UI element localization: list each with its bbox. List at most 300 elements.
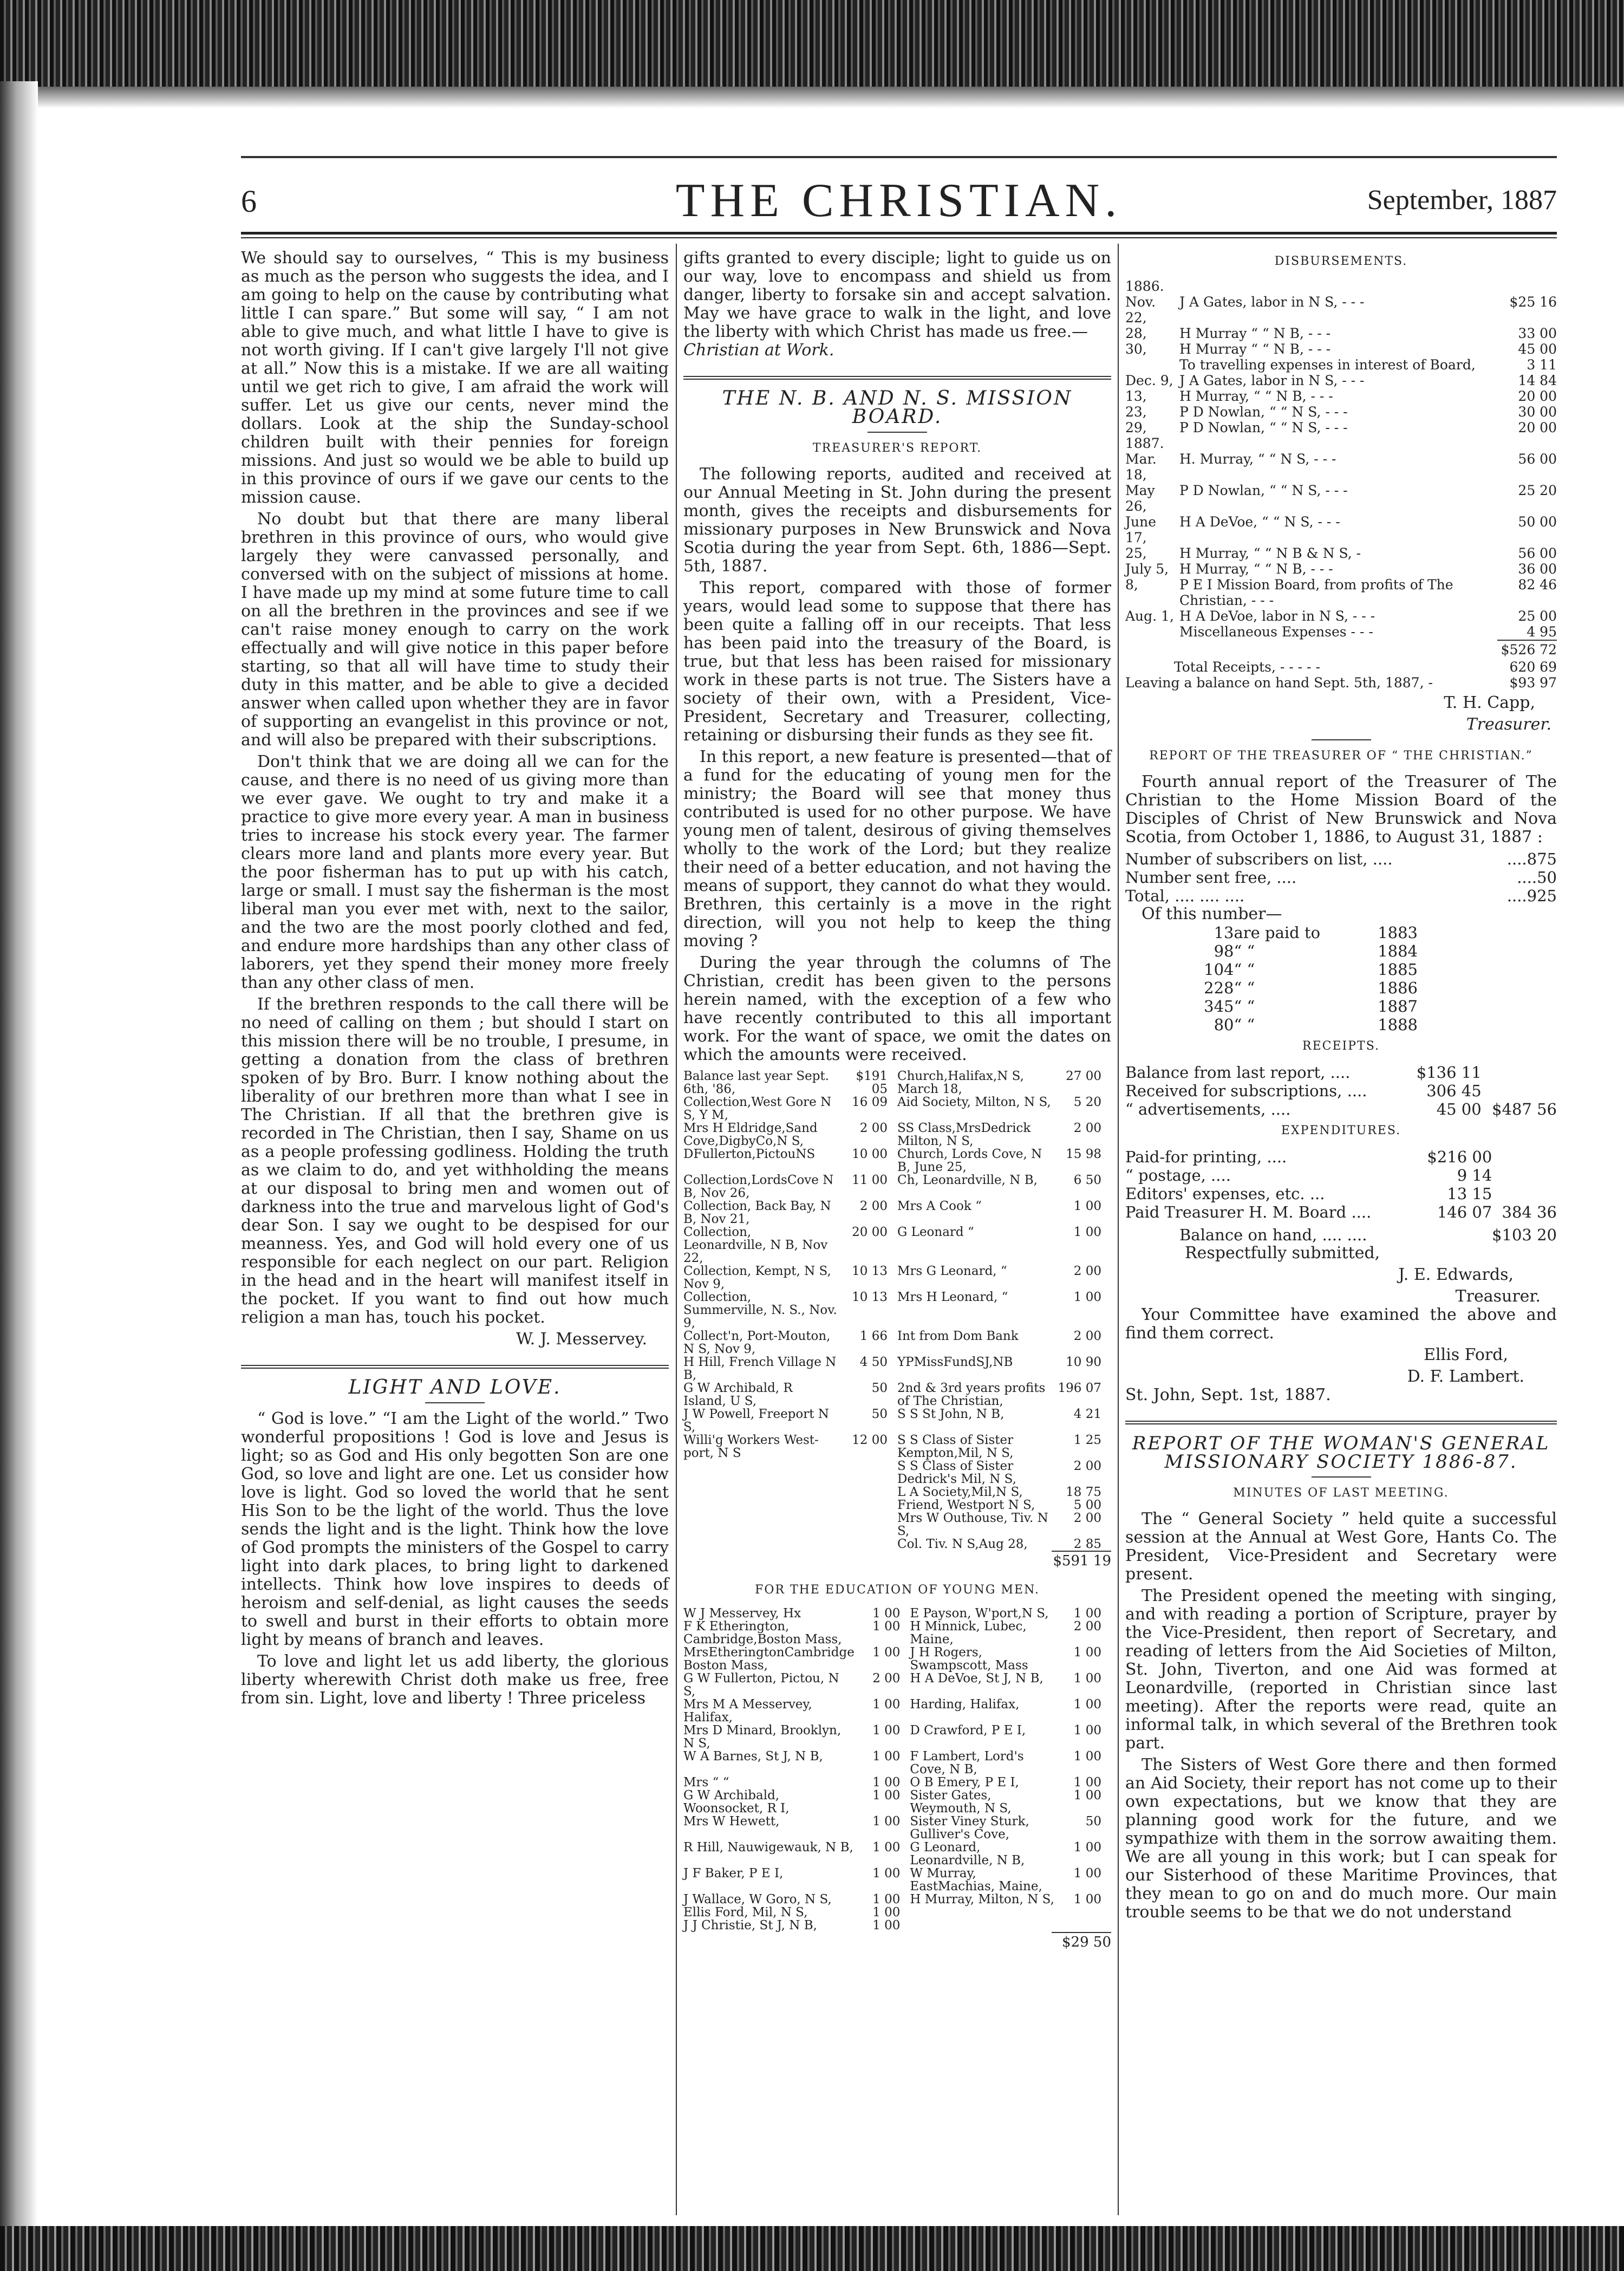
treasurer-signature: T. H. Capp, — [1444, 693, 1535, 712]
paid-row — [1190, 1016, 1418, 1034]
entry-name: MrsEtheringtonCambridge Boston Mass, — [683, 1645, 855, 1673]
education-row — [683, 1750, 1111, 1776]
entry-name: Collection,West Gore N S, Y M, — [683, 1095, 832, 1122]
column-divider-1 — [676, 244, 677, 2215]
entry-name — [910, 1906, 1055, 1919]
section-divider — [1125, 1421, 1557, 1424]
receipts-total: $591 19 — [1052, 1551, 1111, 1570]
entry-amount: 1 00 — [872, 1918, 901, 1932]
entry-value: $216 00 — [1427, 1148, 1492, 1166]
entry-date: 23, — [1125, 404, 1147, 420]
entry-date: 13, — [1125, 388, 1147, 404]
entry-name: G W Archibald, Woonsocket, R I, — [683, 1788, 790, 1816]
education-fund-table — [683, 1607, 1111, 1932]
entry-name: W J Messervey, Hx — [683, 1606, 801, 1621]
entry-amount: 1 00 — [1073, 1749, 1101, 1764]
treasurer-role: Treasurer. — [1466, 715, 1551, 734]
disbursement-row — [1125, 483, 1557, 514]
receipt-row — [683, 1330, 1111, 1356]
disbursement-row — [1125, 404, 1557, 420]
entry-amount: 1 00 — [872, 1892, 901, 1906]
scan-top-shadow — [0, 87, 1624, 108]
receipt-row — [683, 1486, 1111, 1499]
entry-value: $136 11 — [1416, 1063, 1482, 1082]
author-signature: W. J. Messervey. — [516, 1330, 647, 1349]
disbursement-row — [1125, 278, 1557, 294]
entry-name: S S St John, N B, — [897, 1407, 1005, 1421]
education-total: $29 50 — [1052, 1932, 1111, 1951]
entry-desc — [1179, 435, 1508, 451]
article-title: THE N. B. AND N. S. MISSION BOARD. — [722, 387, 1073, 428]
entry-amount — [838, 1538, 897, 1551]
article-paragraph: During the year through the columns of The Christian, credit has been given to the persons herein named, with the exception of a few who have recently contributed to this all important work. For the want of space, we omit the dates on which the amounts were received. — [683, 953, 1111, 1064]
receipt-row — [683, 1148, 1111, 1174]
entry-amount: 5 20 — [1073, 1095, 1101, 1109]
entry-amount — [838, 1499, 897, 1512]
balance-label: Leaving a balance on hand Sept. 5th, 1887, - — [1125, 675, 1433, 691]
entry-amount: 16 09 — [852, 1095, 888, 1109]
header-rule — [241, 232, 1557, 235]
education-row — [683, 1867, 1111, 1893]
section-divider — [683, 376, 1111, 380]
entry-desc: H Murray, “ “ N B, - - - — [1179, 388, 1333, 404]
article-paragraph: This report, compared with those of former years, would lead some to suppose that there has been quite a falling off in our receipts. That less has been paid into the treasury of the Board, is true, but that less has been raised for missionary work in these parts is not true. The Sisters have a society of their own, with a President, Vice-President, Secretary and Treasurer, collecting, retaining or disbursing their funds as they see fit. — [683, 578, 1111, 745]
entry-amount: $25 16 — [1509, 294, 1557, 310]
entry-desc: P E I Mission Board, from profits of The Christian, - - - — [1179, 577, 1453, 608]
expenditure-row — [1125, 1185, 1557, 1203]
section-label: RECEIPTS. — [1302, 1039, 1380, 1053]
entry-amount: 1 00 — [1073, 1645, 1101, 1660]
receipt-row — [683, 1499, 1111, 1512]
entry-amount — [838, 1486, 897, 1499]
paid-row — [1190, 960, 1418, 979]
entry-name: R Hill, Nauwigewauk, N B, — [683, 1840, 853, 1854]
entry-name: G Leonard “ — [897, 1225, 974, 1239]
edwards-signature: J. E. Edwards, — [1398, 1265, 1514, 1284]
entry-amount: 50 00 — [1518, 514, 1557, 530]
disbursement-row — [1125, 561, 1557, 577]
article-title: LIGHT AND LOVE. — [348, 1376, 562, 1398]
disbursement-row — [1125, 451, 1557, 483]
entry-name — [683, 1512, 838, 1538]
entry-date: 1887. — [1125, 435, 1164, 451]
entry-year: 1888 — [1378, 1016, 1418, 1034]
entry-amount: 2 00 — [872, 1671, 901, 1686]
entry-year: 1887 — [1378, 997, 1418, 1016]
paid-row — [1190, 942, 1418, 960]
entry-amount: 10 90 — [1066, 1355, 1101, 1369]
entry-name: Ellis Ford, Mil, N S, — [683, 1905, 808, 1919]
entry-label: Number of subscribers on list, .... — [1125, 850, 1393, 868]
entry-amount: 14 84 — [1518, 373, 1557, 388]
entry-total — [1492, 1185, 1557, 1203]
entry-amount: 1 00 — [1073, 1723, 1101, 1738]
entry-amount: 1 00 — [872, 1905, 901, 1919]
entry-desc: H A DeVoe, “ “ N S, - - - — [1179, 514, 1340, 530]
entry-amount: 1 00 — [1073, 1840, 1101, 1854]
entry-name: Balance last year Sept. 6th, '86, — [683, 1069, 829, 1096]
paid-row — [1190, 997, 1418, 1016]
entry-name: Mrs A Cook “ — [897, 1199, 982, 1213]
entry-desc: Miscellaneous Expenses - - - — [1179, 624, 1373, 640]
article-paragraph: To love and light let us add liberty, the glorious liberty wherewith Christ doth make us free, free from sin. Light, love and liberty ! Three priceless — [241, 1652, 669, 1708]
entry-name: Sister Gates, Weymouth, N S, — [910, 1788, 1012, 1816]
article-paragraph: gifts granted to every disciple; light to guide us on our way, love to encompass and shield us from danger, liberty to forsake sin and accept salvation. May we have grace to walk in the light, and love the liberty with which Christ has made us free.— — [683, 249, 1111, 341]
entry-desc: P D Nowlan, “ “ N S, - - - — [1179, 404, 1348, 420]
entry-name: Collection, Summerville, N. S., Nov. 9, — [683, 1290, 837, 1330]
entry-amount: 1 00 — [1073, 1866, 1101, 1880]
entry-label: “ postage, .... — [1125, 1166, 1231, 1185]
article-title: REPORT OF THE WOMAN'S GENERAL MISSIONARY SOCIETY 1886-87. — [1132, 1433, 1550, 1473]
entry-name: Collection,LordsCove N B, Nov 26, — [683, 1173, 834, 1200]
balance-on-hand-value: $103 20 — [1492, 1226, 1557, 1244]
entry-count: 98 — [1214, 942, 1234, 960]
entry-count: 13 — [1214, 923, 1234, 942]
entry-amount: 3 11 — [1527, 357, 1557, 373]
receipt-row — [683, 1200, 1111, 1226]
receipt-row — [683, 1226, 1111, 1265]
entry-name: Collect'n, Port-Mouton, N S, Nov 9, — [683, 1329, 831, 1356]
entry-name: S S Class of Sister Dedrick's Mil, N S, — [897, 1459, 1016, 1486]
receipt-row — [1125, 1082, 1557, 1100]
article-paragraph: The following reports, audited and received at our Annual Meeting in St. John during the present month, gives the receipts and disbursements for missionary purposes in New Brunswick and Nova Scotia during the year from Sept. 6th, 1886—Sept. 5th, 1887. — [683, 465, 1111, 576]
place-date: St. John, Sept. 1st, 1887. — [1125, 1385, 1331, 1404]
entry-desc: H Murray “ “ N B, - - - — [1179, 326, 1331, 341]
entry-label: “ “ — [1234, 997, 1255, 1016]
scan-top-edge — [0, 0, 1624, 87]
entry-name: SS Class,MrsDedrick Milton, N S, — [897, 1121, 1031, 1148]
entry-value: 45 00 — [1436, 1100, 1482, 1118]
receipt-row — [683, 1434, 1111, 1460]
entry-name: YPMissFundSJ,NB — [897, 1355, 1013, 1369]
entry-date: 8, — [1125, 577, 1138, 593]
disbursement-row — [1125, 420, 1557, 435]
entry-amount: 36 00 — [1518, 561, 1557, 577]
entry-year: 1884 — [1378, 942, 1418, 960]
scan-left-edge — [0, 81, 38, 2271]
entry-desc: H Murray, “ “ N B & N S, - — [1179, 545, 1361, 561]
entry-date — [1125, 624, 1179, 640]
entry-name: J W Powell, Freeport N S, — [683, 1407, 829, 1434]
entry-name: J Wallace, W Goro, N S, — [683, 1892, 832, 1906]
entry-amount — [838, 1512, 897, 1538]
entry-amount: 10 00 — [852, 1147, 888, 1161]
disbursement-row — [1125, 608, 1557, 624]
entry-total — [1482, 1082, 1557, 1100]
entry-name: L A Society,Mil,N S, — [897, 1485, 1023, 1499]
disbursement-row — [1125, 341, 1557, 357]
receipt-row — [683, 1356, 1111, 1382]
article-paragraph: Your Committee have examined the above and find them correct. — [1125, 1305, 1557, 1343]
article-paragraph: Fourth annual report of the Treasurer of The Christian to the Home Mission Board of the Disciples of Christ of New Brunswick and Nova Scotia, from October 1, 1886, to August 31, 1887 : — [1125, 772, 1557, 847]
entry-amount: 2 00 — [1073, 1511, 1101, 1525]
entry-name: E Payson, W'port,N S, — [910, 1606, 1049, 1621]
entry-amount: 2 00 — [1073, 1459, 1101, 1473]
entry-amount: 25 00 — [1518, 608, 1557, 624]
entry-date: 1886. — [1125, 278, 1164, 294]
education-row — [683, 1919, 1111, 1932]
entry-date: Nov. 22, — [1125, 294, 1156, 326]
entry-date: 30, — [1125, 341, 1147, 357]
disbursement-row — [1125, 373, 1557, 388]
page-number: 6 — [241, 184, 257, 219]
entry-amount: 1 00 — [1073, 1697, 1101, 1712]
title-rule — [1312, 1476, 1371, 1478]
receipt-row — [683, 1291, 1111, 1330]
entry-amount: 1 00 — [872, 1723, 901, 1738]
disbursement-row — [1125, 357, 1557, 373]
entry-amount: 1 25 — [1073, 1433, 1101, 1447]
subscriber-row — [1125, 887, 1557, 905]
entry-value: 9 14 — [1457, 1166, 1492, 1185]
entry-amount — [1508, 435, 1557, 451]
entry-date: Mar. 18, — [1125, 451, 1157, 483]
issue-date: September, 1887 — [1367, 185, 1557, 216]
entry-date: May 26, — [1125, 483, 1155, 514]
entry-amount: 1 00 — [872, 1788, 901, 1803]
receipt-row — [1125, 1063, 1557, 1082]
entry-amount: 2 00 — [859, 1199, 888, 1213]
column-2 — [683, 249, 1111, 1951]
entry-name: J J Christie, St J, N B, — [683, 1918, 817, 1932]
entry-desc: P D Nowlan, “ “ N S, - - - — [1179, 420, 1348, 435]
entry-name: Aid Society, Milton, N S, — [897, 1095, 1051, 1109]
section-label: EXPENDITURES. — [1281, 1124, 1401, 1137]
total-receipts-value: 620 69 — [1509, 659, 1557, 675]
balance-value: $93 97 — [1509, 675, 1557, 691]
receipt-row — [683, 1122, 1111, 1148]
closing-line: Respectfully submitted, — [1185, 1244, 1380, 1263]
entry-amount: 5 00 — [1073, 1498, 1101, 1512]
entry-date: 28, — [1125, 326, 1147, 341]
education-row — [683, 1841, 1111, 1867]
paid-row — [1190, 923, 1418, 942]
expenditures-table — [1125, 1148, 1557, 1221]
receipt-row — [683, 1538, 1111, 1551]
entry-amount: 20 00 — [1518, 420, 1557, 435]
entry-amount: 1 00 — [872, 1840, 901, 1854]
entry-amount: 1 00 — [1073, 1199, 1101, 1213]
receipt-row — [683, 1265, 1111, 1291]
article-paragraph: If the brethren responds to the call there will be no need of calling on them ; but should I start on this mission there will be no trouble, I presume, in getting a donation from the class of brethren spoken of by Bro. Burr. I know nothing about the liberality of our brethren more than what I see in The Christian. If all that the brethren give is recorded in The Christian, then I say, Shame on us as a people professing godliness. Holding the truth as we claim to do, and yet withholding the means at our disposal to bring men and women out of darkness into the true and marvelous light of God's dear Son. I say we ought to be despised for our meanness. Yes, and God will hold every one of us responsible for each neglect on our part. Religion in the head and in the heart will manifest itself in the pocket. If you want to find out how much religion a man has, touch his pocket. — [241, 995, 669, 1327]
entry-amount: 11 00 — [852, 1173, 888, 1187]
entry-name: D Crawford, P E I, — [910, 1723, 1026, 1738]
section-rule — [1312, 739, 1371, 740]
entry-value: 306 45 — [1426, 1082, 1482, 1100]
title-rule — [868, 432, 927, 433]
entry-amount: 25 20 — [1518, 483, 1557, 498]
entry-amount: 20 00 — [1518, 388, 1557, 404]
entry-amount: 30 00 — [1518, 404, 1557, 420]
entry-amount: 10 13 — [852, 1290, 888, 1304]
balance-on-hand — [1125, 1226, 1557, 1244]
entry-amount: 15 98 — [1066, 1147, 1101, 1161]
entry-amount: 2 00 — [1073, 1264, 1101, 1278]
section-label: FOR THE EDUCATION OF YOUNG MEN. — [755, 1583, 1040, 1597]
entry-amount: $191 05 — [856, 1069, 888, 1096]
article-paragraph: In this report, a new feature is presented—that of a fund for the educating of young men for the ministry; the Board will see that money thus contributed is used for no other purpose. We have young men of talent, desirous of giving themselves wholly to the work of the Lord; but they realize their need of a better education, and not having the means of support, they cannot do what they would. Brethren, this certainly is a move in the right direction, will you not help to keep the thing moving ? — [683, 747, 1111, 951]
entry-amount: 1 00 — [1073, 1775, 1101, 1790]
entry-name: W A Barnes, St J, N B, — [683, 1749, 823, 1764]
entry-name: Church,Halifax,N S, March 18, — [897, 1069, 1024, 1096]
entry-year: 1883 — [1378, 923, 1418, 942]
disbursement-row — [1125, 326, 1557, 341]
entry-amount: 33 00 — [1518, 326, 1557, 341]
entry-amount: 1 00 — [1073, 1606, 1101, 1621]
article-paragraph: We should say to ourselves, “ This is my business as much as the person who suggests the idea, and I am going to help on the cause by contributing what little I can spare.” But some will say, “ I am not able to give much, and what little I have to give is not worth giving. If I can't give largely I'll not give at all.” Now this is a mistake. If we are all waiting until we get rich to give, I am afraid the work will suffer. Let us give our cents, never mind the dollars. Look at the ship the Sunday-school children built with their pennies for foreign missions. And just so would we be able to build up in this province of ours if we gave our cents to the mission cause. — [241, 249, 669, 507]
entry-name: F K Etherington, Cambridge,Boston Mass, — [683, 1619, 842, 1647]
entry-name: Mrs H Leonard, “ — [897, 1290, 1008, 1304]
entry-amount: 1 66 — [859, 1329, 888, 1343]
article-paragraph: Don't think that we are doing all we can for the cause, and there is no need of us giving more than we ever gave. We ought to try and make it a practice to give more every year. A man in business tries to increase his stock every year. The farmer clears more land and plants more every year. But the poor fisherman has to put up with his catch, large or small. I must say the fisherman is the most liberal man you ever met with, next to the sailor, and the two are the most poorly clothed and fed, and endure more hardships than any other class of laborers, yet they spend their money more freely than any other class of men. — [241, 752, 669, 992]
entry-amount: 1 00 — [1073, 1290, 1101, 1304]
entry-label: “ “ — [1234, 960, 1255, 979]
education-row — [683, 1906, 1111, 1919]
entry-desc: J A Gates, labor in N S, - - - — [1179, 294, 1365, 310]
entry-amount: 1 00 — [1073, 1892, 1101, 1906]
entry-amount: 4 95 — [1527, 624, 1557, 640]
entry-name: DFullerton,PictouNS — [683, 1147, 816, 1161]
scan-bottom-edge — [0, 2226, 1624, 2271]
entry-name — [910, 1919, 1055, 1932]
receipt-row — [683, 1174, 1111, 1200]
entry-name: O B Emery, P E I, — [910, 1775, 1019, 1790]
education-row — [683, 1893, 1111, 1906]
article-paragraph: “ God is love.” “I am the Light of the world.” Two wonderful propositions ! God is love and Jesus is light; so as God and His only begotten Son are one God, so love and light are one. Let us consider how love is light. God so loved the world that he sent His Son to be the light of the world. Thus the love sends the light and is the light. Think how the love of God prompts the ministers of the Gospel to carry light into dark places, to bring light to darkened intellects. Think how love inspires to deeds of heroism and self-denial, as light causes the seeds to swell and burst in their efforts to obtain more light by means of branch and leaves. — [241, 1409, 669, 1649]
entry-name: H Hill, French Village N B, — [683, 1355, 837, 1382]
disbursement-row — [1125, 388, 1557, 404]
christian-receipts-table — [1125, 1063, 1557, 1118]
subscribers-table — [1125, 850, 1557, 905]
title-rule — [425, 1402, 485, 1403]
entry-amount: 1 00 — [872, 1775, 901, 1790]
disbursement-row — [1125, 435, 1557, 451]
entry-total — [1482, 1063, 1557, 1082]
entry-total: 384 36 — [1502, 1203, 1557, 1221]
totals-table — [1125, 659, 1557, 691]
entry-value: 13 15 — [1447, 1185, 1492, 1203]
entry-label: Paid Treasurer H. M. Board .... — [1125, 1203, 1372, 1221]
section-label: REPORT OF THE TREASURER OF “ THE CHRISTIAN.” — [1149, 749, 1533, 763]
disbursement-row — [1125, 624, 1557, 640]
entry-label: “ “ — [1234, 979, 1255, 997]
entry-name: W Murray, EastMachias, Maine, — [910, 1866, 1042, 1893]
entry-name: S S Class of Sister Kempton,Mil, N S, — [897, 1433, 1014, 1460]
entry-amount: 1 00 — [1073, 1671, 1101, 1686]
entry-amount: 45 00 — [1518, 341, 1557, 357]
paid-to-table — [1190, 923, 1418, 1034]
receipt-row — [683, 1408, 1111, 1434]
entry-name — [683, 1460, 838, 1486]
receipts-table — [683, 1070, 1111, 1551]
entry-amount: 1 00 — [1073, 1788, 1101, 1803]
entry-amount: 1 00 — [872, 1814, 901, 1828]
education-row — [683, 1776, 1111, 1789]
entry-amount: 50 — [871, 1381, 888, 1395]
education-row — [683, 1724, 1111, 1750]
entry-amount: 56 00 — [1518, 451, 1557, 467]
entry-label: Editors' expenses, etc. ... — [1125, 1185, 1325, 1203]
entry-amount: 20 00 — [852, 1225, 888, 1239]
entry-amount: 12 00 — [852, 1433, 888, 1447]
entry-date: 29, — [1125, 420, 1147, 435]
entry-date: Dec. 9, — [1125, 373, 1173, 388]
entry-value: ....925 — [1506, 887, 1557, 905]
entry-count: 80 — [1214, 1016, 1234, 1034]
entry-name: H Murray, Milton, N S, — [910, 1892, 1054, 1906]
entry-date — [1125, 357, 1179, 373]
entry-name: H A DeVoe, St J, N B, — [910, 1671, 1043, 1686]
entry-amount: 1 00 — [872, 1749, 901, 1764]
entry-amount: 1 00 — [872, 1697, 901, 1712]
paid-row — [1190, 979, 1418, 997]
education-row — [683, 1672, 1111, 1698]
disbursement-row — [1125, 294, 1557, 326]
education-row — [683, 1620, 1111, 1646]
entry-name — [683, 1486, 838, 1499]
entry-name: Mrs W Hewett, — [683, 1814, 780, 1828]
entry-value: ....50 — [1517, 868, 1557, 887]
disbursement-row — [1125, 577, 1557, 608]
entry-label: Total, .... .... .... — [1125, 887, 1245, 905]
entry-name: J H Rogers, Swampscott, Mass — [910, 1645, 1028, 1673]
ford-signature: Ellis Ford, — [1424, 1345, 1508, 1364]
expenditure-row — [1125, 1203, 1557, 1221]
entry-name: 2nd & 3rd years profits of The Christian, — [897, 1381, 1046, 1408]
receipt-row — [683, 1070, 1111, 1096]
entry-count: 104 — [1204, 960, 1234, 979]
entry-name: H Minnick, Lubec, Maine, — [910, 1619, 1027, 1647]
education-row — [683, 1698, 1111, 1724]
education-row — [683, 1815, 1111, 1841]
entry-name: Mrs D Minard, Brooklyn, N S, — [683, 1723, 842, 1751]
entry-name: G Leonard, Leonardville, N B, — [910, 1840, 1025, 1867]
entry-name: Mrs W Outhouse, Tiv. N S, — [897, 1511, 1048, 1538]
entry-count: 345 — [1204, 997, 1234, 1016]
balance-on-hand-label: Balance on hand, .... .... — [1179, 1226, 1367, 1244]
section-label: DISBURSEMENTS. — [1274, 255, 1408, 268]
entry-amount: 1 00 — [1073, 1225, 1101, 1239]
entry-amount — [1055, 1919, 1111, 1932]
entry-name: G W Fullerton, Pictou, N S, — [683, 1671, 839, 1699]
entry-total — [1492, 1166, 1557, 1185]
article-paragraph: No doubt but that there are many liberal brethren in this province of ours, who would give largely they were canvassed personally, and conversed with on the subject of missions at home. I have made up my mind at some future time to call on all the brethren in the provinces and see if we can't raise money enough to carry on the work effectually and will give notice in this paper before starting, so that all will have time to study their duty in this matter, and be able to give a decided answer when called upon whether they are in favor of supporting an evangelist in this province or not, and will also be prepared with their subscriptions. — [241, 510, 669, 750]
entry-label: Number sent free, .... — [1125, 868, 1297, 887]
entry-date: July 5, — [1125, 561, 1169, 577]
entry-amount: 1 00 — [872, 1866, 901, 1880]
entry-amount: 6 50 — [1073, 1173, 1101, 1187]
education-row — [683, 1789, 1111, 1815]
lambert-signature: D. F. Lambert. — [1407, 1367, 1524, 1386]
entry-year: 1886 — [1378, 979, 1418, 997]
entry-label: are paid to — [1234, 923, 1321, 942]
section-label: MINUTES OF LAST MEETING. — [1233, 1486, 1449, 1500]
article-paragraph: The President opened the meeting with singing, and with reading a portion of Scripture, prayer by the Vice-President, then report of Secretary, and reading of letters from the Aid Societies of Milton, St. John, Tiverton, and one Aid was formed at Leonardville, (reported in Christian since last meeting). After the reports were read, quite an informal talk, in which several of the Brethren took part. — [1125, 1586, 1557, 1753]
receipt-row — [683, 1382, 1111, 1408]
expenditure-row — [1125, 1148, 1557, 1166]
entry-name: Church, Lords Cove, N B, June 25, — [897, 1147, 1042, 1174]
entry-amount: 2 00 — [1073, 1121, 1101, 1135]
education-row — [683, 1607, 1111, 1620]
entry-amount: 2 00 — [1073, 1329, 1101, 1343]
total-receipts-label: Total Receipts, - - - - - — [1174, 659, 1320, 675]
entry-amount — [1508, 278, 1557, 294]
of-number-label: Of this number— — [1142, 905, 1282, 923]
entry-desc — [1179, 278, 1508, 294]
top-rule — [241, 156, 1557, 158]
section-divider — [241, 1365, 669, 1369]
entry-amount: 50 — [871, 1407, 888, 1421]
